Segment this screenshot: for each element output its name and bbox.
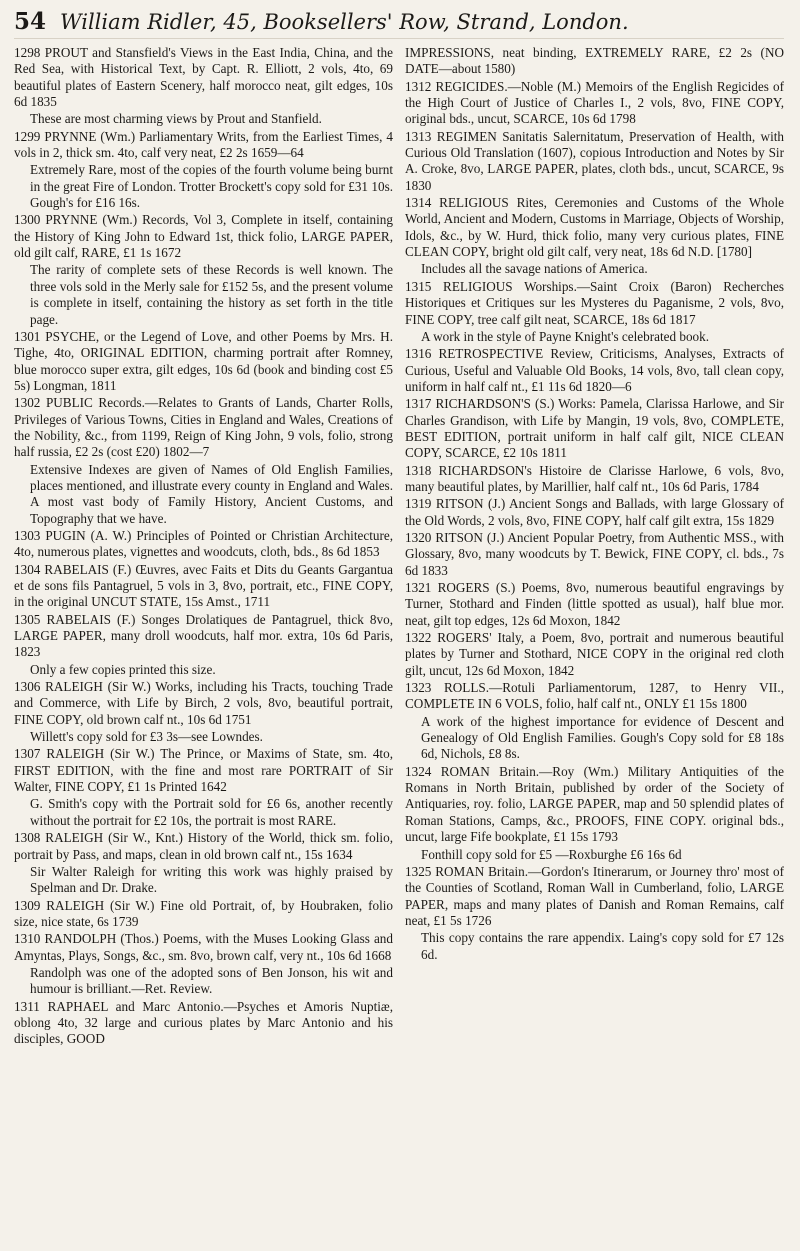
catalogue-entry: 1317 RICHARDSON'S (S.) Works: Pamela, Clarissa Harlowe, and Sir Charles Grandison, with Life by Mangin, 19 vols, 8vo, COMPLETE, BEST EDITION, portrait uniform in half calf gilt, NICE CLEAN COPY, SCARCE, £2 10s 1811 bbox=[405, 396, 784, 461]
catalogue-entry: 1316 RETROSPECTIVE Review, Criticisms, Analyses, Extracts of Curious, Useful and Valuable Old Books, 14 vols, 8vo, tall clean copy, uniform in half calf nt., £1 11s 6d 1820—6 bbox=[405, 346, 784, 394]
catalogue-entry: 1318 RICHARDSON's Histoire de Clarisse Harlowe, 6 vols, 8vo, many beautiful plates, by Marillier, half calf nt., 10s 6d Paris, 1784 bbox=[405, 462, 784, 494]
catalogue-entry: 1308 RALEIGH (Sir W., Knt.) History of the World, thick sm. folio, portrait by Pass, and maps, clean in old brown calf nt., 15s 1634 bbox=[14, 830, 393, 862]
catalogue-entry: 1320 RITSON (J.) Ancient Popular Poetry, from Authentic MSS., with Glossary, 8vo, many woodcuts by T. Bewick, FINE COPY, cl. bds., 7s 6d 1833 bbox=[405, 529, 784, 578]
page-number: 54 bbox=[14, 8, 47, 35]
catalogue-entry: 1302 PUBLIC Records.—Relates to Grants of Lands, Charter Rolls, Privileges of Various Towns, Cities in England and Wales, Creations of the Nobility, &c., from 1199, Reign of King John, 9 vols, folio, strong half russia, £2 2s (cost £20) 1802—7 bbox=[14, 395, 393, 460]
catalogue-entry: 1323 ROLLS.—Rotuli Parliamentorum, 1287, to Henry VII., COMPLETE IN 6 VOLS, folio, half calf nt., ONLY £1 15s 1800 bbox=[405, 680, 784, 712]
entry-note: G. Smith's copy with the Portrait sold for £6 6s, another recently without the portrait for £2 10s, the portrait is most RARE. bbox=[30, 796, 393, 828]
entry-note: Extensive Indexes are given of Names of Old English Families, places mentioned, and illustrate every county in England and Wales. A most vast body of Family History, Ancient Customs, and Topography that we have. bbox=[30, 461, 393, 526]
catalogue-entry: 1324 ROMAN Britain.—Roy (Wm.) Military Antiquities of the Romans in North Britain, published by order of the Society of Antiquaries, roy. folio, LARGE PAPER, map and 50 splendid plates of Roman Stations, Camps, &c., PROOFS, FINE COPY. original bds., uncut, large Fife bookplate, £1 15s 1793 bbox=[405, 763, 784, 845]
entry-note: The rarity of complete sets of these Records is well known. The three vols sold in the Merly sale for £152 5s, and the present volume is complete in itself, containing the history as set forth in the title page. bbox=[30, 262, 393, 327]
entry-note: These are most charming views by Prout and Stanfield. bbox=[30, 111, 322, 127]
entry-note: Willett's copy sold for £3 3s—see Lowndes. bbox=[30, 729, 263, 745]
entry-note: Includes all the savage nations of America. bbox=[421, 261, 648, 277]
entry-note: Only a few copies printed this size. bbox=[30, 661, 216, 677]
catalogue-entry: 1315 RELIGIOUS Worships.—Saint Croix (Baron) Recherches Historiques et Critiques sur les Mysteres du Paganisme, 2 vols, 8vo, FINE COPY, tree calf gilt neat, SCARCE, 18s 6d 1817 bbox=[405, 278, 784, 327]
page-header bbox=[14, 8, 784, 39]
catalogue-entry: 1303 PUGIN (A. W.) Principles of Pointed or Christian Architecture, 4to, numerous plates, vignettes and woodcuts, cloth, bds., 8s 6d 1853 bbox=[14, 527, 393, 560]
catalogue-entry: 1311 RAPHAEL and Marc Antonio.—Psyches et Amoris Nuptiæ, oblong 4to, 32 large and curious plates by Marc Antonio and his disciples, GOOD bbox=[14, 998, 393, 1047]
catalogue-entry: 1305 RABELAIS (F.) Songes Drolatiques de Pantagruel, thick 8vo, LARGE PAPER, many droll woodcuts, half mor. extra, 10s 6d Paris, 1823 bbox=[14, 611, 393, 660]
catalogue-entry: IMPRESSIONS, neat binding, EXTREMELY RARE, £2 2s (NO DATE—about 1580) bbox=[405, 45, 784, 77]
catalogue-entry: 1304 RABELAIS (F.) Œuvres, avec Faits et Dits du Geants Gargantua et de sons fils Pantagruel, 5 vols in 3, 8vo, portrait, etc., FINE COPY, in the original UNCUT STATE, 15s Amst., 1711 bbox=[14, 561, 393, 610]
catalogue-entry: 1314 RELIGIOUS Rites, Ceremonies and Customs of the Whole World, Ancient and Modern, Customs in Marriage, Objects of Worship, Idols, &c., by W. Hurd, thick folio, many very curious plates, FINE CLEAN COPY, bright old gilt calf, very neat, 18s 6d N.D. [1780] bbox=[405, 195, 784, 260]
catalogue-entry: 1325 ROMAN Britain.—Gordon's Itinerarum, or Journey thro' most of the Counties of Scotland, Roman Wall in Cumberland, folio, LARGE PAPER, maps and many plates of Danish and Roman Remains, calf neat, £1 5s 1726 bbox=[405, 863, 784, 928]
entry-note: Randolph was one of the adopted sons of Ben Jonson, his wit and humour is brilliant.—Ret. Review. bbox=[30, 964, 393, 997]
catalogue-entry: 1306 RALEIGH (Sir W.) Works, including his Tracts, touching Trade and Commerce, with Life by Birch, 2 vols, 8vo, beautiful portrait, FINE COPY, old brown calf nt., 10s 6d 1751 bbox=[14, 679, 393, 727]
entry-note: This copy contains the rare appendix. Laing's copy sold for £7 12s 6d. bbox=[421, 930, 784, 962]
entry-note: Sir Walter Raleigh for writing this work was highly praised by Spelman and Dr. Drake. bbox=[30, 863, 393, 896]
catalogue-entry: 1313 REGIMEN Sanitatis Salernitatum, Preservation of Health, with Curious Old Translation (1607), copious Introduction and Notes by Sir A. Croke, 8vo, LARGE PAPER, plates, cloth bds., uncut, SCARCE, 9s 1830 bbox=[405, 128, 784, 193]
catalogue-entry: 1310 RANDOLPH (Thos.) Poems, with the Muses Looking Glass and Amyntas, Plays, Songs, &c., sm. 8vo, brown calf, very nt., 10s 6d 1668 bbox=[14, 931, 393, 963]
entry-note: Fonthill copy sold for £5 —Roxburghe £6 16s 6d bbox=[421, 846, 682, 862]
catalogue-entry: 1299 PRYNNE (Wm.) Parliamentary Writs, from the Earliest Times, 4 vols in 2, thick sm. 4to, calf very neat, £2 2s 1659—64 bbox=[14, 128, 393, 161]
right-column bbox=[405, 45, 784, 1241]
catalogue-entry: 1298 PROUT and Stansfield's Views in the East India, China, and the Red Sea, with Historical Text, by Capt. R. Elliott, 2 vols, 4to, 69 beautiful plates of Eastern Scenery, half morocco neat, gilt edges, 10s 6d 1835 bbox=[14, 45, 393, 110]
catalogue-entry: 1319 RITSON (J.) Ancient Songs and Ballads, with large Glossary of the Old Words, 2 vols, 8vo, FINE COPY, half calf gilt extra, 15s 1829 bbox=[405, 496, 784, 528]
catalogue-entry: 1301 PSYCHE, or the Legend of Love, and other Poems by Mrs. H. Tighe, 4to, ORIGINAL EDITION, charming portrait after Romney, blue morocco super extra, gilt edges, 10s 6d (book and binding cost £5 5s) Longman, 1811 bbox=[14, 328, 393, 393]
catalogue-entry: 1322 ROGERS' Italy, a Poem, 8vo, portrait and numerous beautiful plates by Turner and Stothard, NICE COPY in the original red cloth gilt, uncut, 12s 6d Moxon, 1842 bbox=[405, 630, 784, 678]
entry-note: A work in the style of Payne Knight's celebrated book. bbox=[421, 328, 710, 344]
catalogue-entry: 1307 RALEIGH (Sir W.) The Prince, or Maxims of State, sm. 4to, FIRST EDITION, with the fine and most rare PORTRAIT of Sir Walter, FINE COPY, £1 1s Printed 1642 bbox=[14, 746, 393, 795]
two-column-body bbox=[14, 45, 784, 1241]
entry-note: A work of the highest importance for evidence of Descent and Genealogy of Old English Families. Gough's Copy sold for £8 18s 6d, Nichols, £8 8s. bbox=[421, 713, 784, 762]
running-title: William Ridler, 45, Booksellers' Row, Strand, London. bbox=[60, 10, 629, 34]
catalogue-entry: 1309 RALEIGH (Sir W.) Fine old Portrait, of, by Houbraken, folio size, nice state, 6s 1739 bbox=[14, 897, 393, 929]
catalogue-entry: 1300 PRYNNE (Wm.) Records, Vol 3, Complete in itself, containing the History of King John to Edward 1st, thick folio, LARGE PAPER, old gilt calf, RARE, £1 1s 1672 bbox=[14, 212, 393, 261]
entry-note: Extremely Rare, most of the copies of the fourth volume being burnt in the great Fire of London. Trotter Brockett's copy sold for £31 10s. Gough's for £16 16s. bbox=[30, 162, 393, 211]
catalogue-entry: 1312 REGICIDES.—Noble (M.) Memoirs of the English Regicides of the High Court of Justice of Charles I., 2 vols, 8vo, FINE COPY, original bds., uncut, SCARCE, 10s 6d 1798 bbox=[405, 78, 784, 127]
left-column bbox=[14, 45, 393, 1241]
catalogue-entry: 1321 ROGERS (S.) Poems, 8vo, numerous beautiful engravings by Turner, Stothard and Finden (little spotted as usual), half blue mor. neat, gilt top edges, 12s 6d Moxon, 1842 bbox=[405, 580, 784, 628]
